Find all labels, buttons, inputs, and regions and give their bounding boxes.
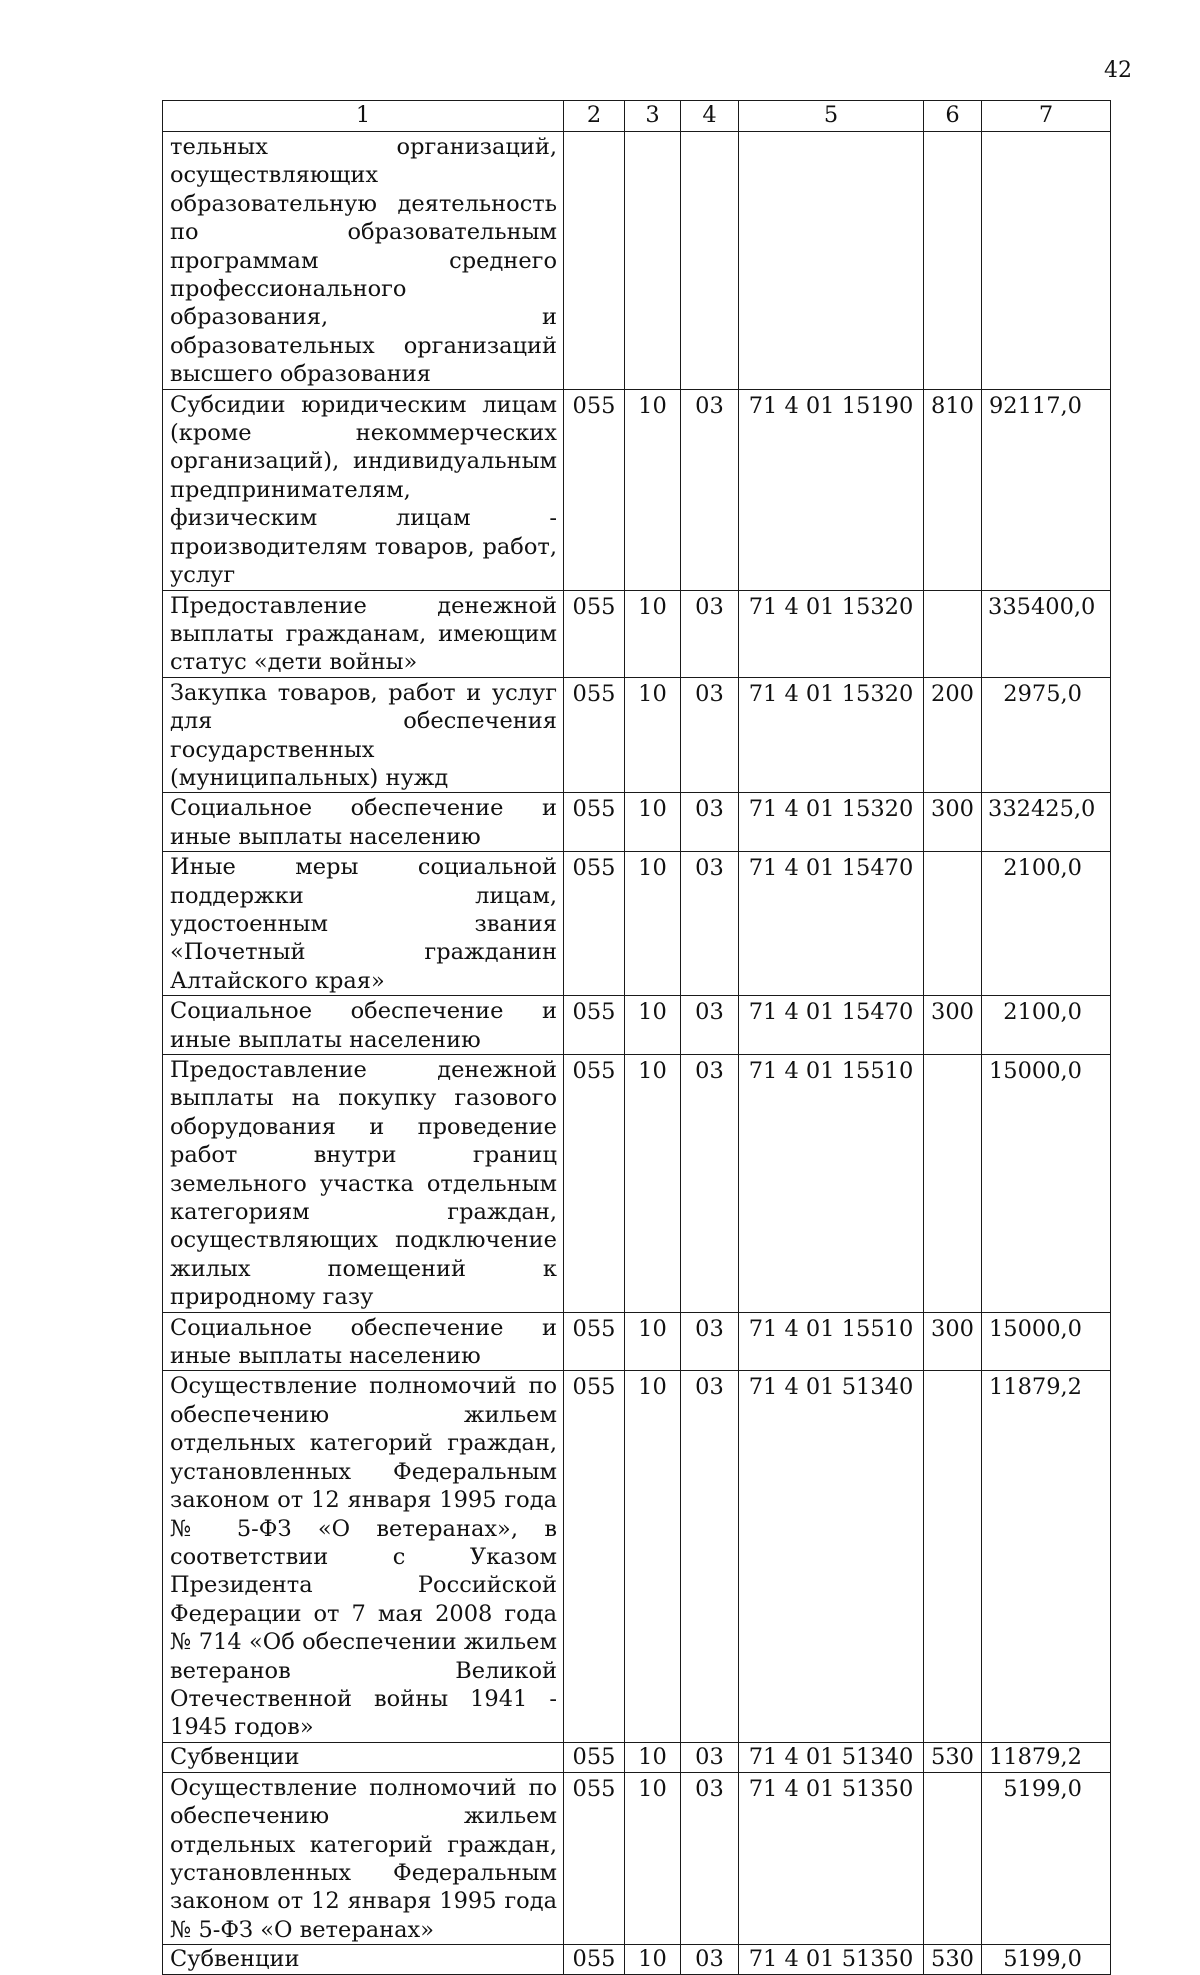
cell-ministry-code [564, 132, 625, 390]
cell-expense-type [924, 1371, 982, 1742]
cell-subsection-code: 03 [681, 1371, 739, 1742]
cell-section-code: 10 [625, 590, 681, 677]
cell-expense-type: 530 [924, 1742, 982, 1772]
cell-amount: 2975,0 [982, 677, 1111, 793]
row-description: Осуществление полномочий по обеспечению жильем отдельных категорий граждан, установленных Федеральным законом от 12 января 1995 года № 5-ФЗ «О ветеранах» [163, 1772, 564, 1944]
cell-expense-type: 530 [924, 1945, 982, 1975]
cell-subsection-code: 03 [681, 1945, 739, 1975]
table-row [163, 677, 1111, 793]
cell-ministry-code: 055 [564, 1742, 625, 1772]
cell-target-article: 71 4 01 51350 [739, 1772, 924, 1944]
row-description: Осуществление полномочий по обеспечению жильем отдельных категорий граждан, установленных Федеральным законом от 12 января 1995 года № 5-ФЗ «О ветеранах», в соответствии с Указом Президента Российской Федерации от 7 мая 2008 года № 714 «Об обеспечении жильем ветеранов Великой Отечественной войны 1941 - 1945 годов» [163, 1371, 564, 1742]
header-cell: 4 [681, 101, 739, 132]
header-cell: 2 [564, 101, 625, 132]
cell-ministry-code: 055 [564, 590, 625, 677]
cell-subsection-code [681, 132, 739, 390]
row-description: Предоставление денежной выплаты на покупку газового оборудования и проведение работ внутри границ земельного участка отдельным категориям граждан, осуществляющих подключение жилых помещений к природному газу [163, 1055, 564, 1313]
table-row [163, 590, 1111, 677]
cell-section-code: 10 [625, 1772, 681, 1944]
cell-ministry-code: 055 [564, 852, 625, 996]
row-description: тельных организаций, осуществляющих образовательную деятельность по образовательным программам среднего профессионального образования, и образовательных организаций высшего образования [163, 132, 564, 390]
cell-target-article: 71 4 01 15190 [739, 389, 924, 590]
cell-subsection-code: 03 [681, 590, 739, 677]
cell-target-article: 71 4 01 15320 [739, 793, 924, 852]
cell-target-article: 71 4 01 15320 [739, 677, 924, 793]
cell-subsection-code: 03 [681, 793, 739, 852]
row-description: Социальное обеспечение и иные выплаты населению [163, 1312, 564, 1371]
cell-subsection-code: 03 [681, 1742, 739, 1772]
cell-target-article: 71 4 01 51340 [739, 1371, 924, 1742]
cell-amount: 2100,0 [982, 996, 1111, 1055]
cell-amount: 2100,0 [982, 852, 1111, 996]
table-row [163, 1742, 1111, 1772]
header-cell: 1 [163, 101, 564, 132]
cell-section-code: 10 [625, 996, 681, 1055]
cell-ministry-code: 055 [564, 996, 625, 1055]
row-description: Субвенции [163, 1742, 564, 1772]
cell-ministry-code: 055 [564, 677, 625, 793]
cell-amount: 5199,0 [982, 1772, 1111, 1944]
cell-target-article: 71 4 01 15320 [739, 590, 924, 677]
cell-expense-type: 200 [924, 677, 982, 793]
cell-section-code [625, 132, 681, 390]
cell-target-article [739, 132, 924, 390]
cell-ministry-code: 055 [564, 793, 625, 852]
cell-section-code: 10 [625, 389, 681, 590]
cell-expense-type: 300 [924, 1312, 982, 1371]
cell-expense-type [924, 852, 982, 996]
cell-target-article: 71 4 01 15470 [739, 852, 924, 996]
cell-amount: 15000,0 [982, 1312, 1111, 1371]
cell-ministry-code: 055 [564, 389, 625, 590]
page-number: 42 [1104, 58, 1132, 83]
cell-target-article: 71 4 01 15470 [739, 996, 924, 1055]
table-row [163, 793, 1111, 852]
row-description: Субсидии юридическим лицам (кроме некоммерческих организаций), индивидуальным предпринимателям, физическим лицам - производителям товаров, работ, услуг [163, 389, 564, 590]
cell-subsection-code: 03 [681, 1055, 739, 1313]
cell-subsection-code: 03 [681, 677, 739, 793]
table-row [163, 132, 1111, 390]
cell-amount: 92117,0 [982, 389, 1111, 590]
row-description: Социальное обеспечение и иные выплаты населению [163, 996, 564, 1055]
cell-target-article: 71 4 01 15510 [739, 1055, 924, 1313]
table-row [163, 852, 1111, 996]
table-row [163, 996, 1111, 1055]
table-row [163, 389, 1111, 590]
cell-section-code: 10 [625, 1312, 681, 1371]
table-row [163, 1312, 1111, 1371]
header-cell: 3 [625, 101, 681, 132]
cell-expense-type: 300 [924, 996, 982, 1055]
header-cell: 5 [739, 101, 924, 132]
cell-section-code: 10 [625, 793, 681, 852]
cell-section-code: 10 [625, 1055, 681, 1313]
cell-expense-type [924, 132, 982, 390]
budget-table [162, 100, 1111, 1975]
cell-subsection-code: 03 [681, 1772, 739, 1944]
cell-subsection-code: 03 [681, 852, 739, 996]
cell-amount: 335400,0 [982, 590, 1111, 677]
cell-ministry-code: 055 [564, 1371, 625, 1742]
table-row [163, 1371, 1111, 1742]
cell-subsection-code: 03 [681, 996, 739, 1055]
cell-amount: 11879,2 [982, 1371, 1111, 1742]
cell-target-article: 71 4 01 51350 [739, 1945, 924, 1975]
cell-ministry-code: 055 [564, 1312, 625, 1371]
cell-amount: 332425,0 [982, 793, 1111, 852]
cell-ministry-code: 055 [564, 1945, 625, 1975]
table-row [163, 1772, 1111, 1944]
cell-amount [982, 132, 1111, 390]
cell-target-article: 71 4 01 15510 [739, 1312, 924, 1371]
cell-ministry-code: 055 [564, 1772, 625, 1944]
cell-section-code: 10 [625, 1945, 681, 1975]
table-row [163, 1945, 1111, 1975]
cell-section-code: 10 [625, 852, 681, 996]
cell-amount: 5199,0 [982, 1945, 1111, 1975]
row-description: Закупка товаров, работ и услуг для обеспечения государственных (муниципальных) нужд [163, 677, 564, 793]
cell-section-code: 10 [625, 677, 681, 793]
cell-expense-type: 810 [924, 389, 982, 590]
header-cell: 7 [982, 101, 1111, 132]
cell-amount: 11879,2 [982, 1742, 1111, 1772]
cell-expense-type [924, 1055, 982, 1313]
row-description: Предоставление денежной выплаты гражданам, имеющим статус «дети войны» [163, 590, 564, 677]
header-row [163, 101, 1111, 132]
row-description: Субвенции [163, 1945, 564, 1975]
cell-amount: 15000,0 [982, 1055, 1111, 1313]
cell-section-code: 10 [625, 1371, 681, 1742]
header-cell: 6 [924, 101, 982, 132]
cell-expense-type: 300 [924, 793, 982, 852]
cell-subsection-code: 03 [681, 389, 739, 590]
cell-ministry-code: 055 [564, 1055, 625, 1313]
table-row [163, 1055, 1111, 1313]
row-description: Социальное обеспечение и иные выплаты населению [163, 793, 564, 852]
cell-expense-type [924, 1772, 982, 1944]
cell-subsection-code: 03 [681, 1312, 739, 1371]
row-description: Иные меры социальной поддержки лицам, удостоенным звания «Почетный гражданин Алтайского края» [163, 852, 564, 996]
cell-expense-type [924, 590, 982, 677]
cell-target-article: 71 4 01 51340 [739, 1742, 924, 1772]
cell-section-code: 10 [625, 1742, 681, 1772]
